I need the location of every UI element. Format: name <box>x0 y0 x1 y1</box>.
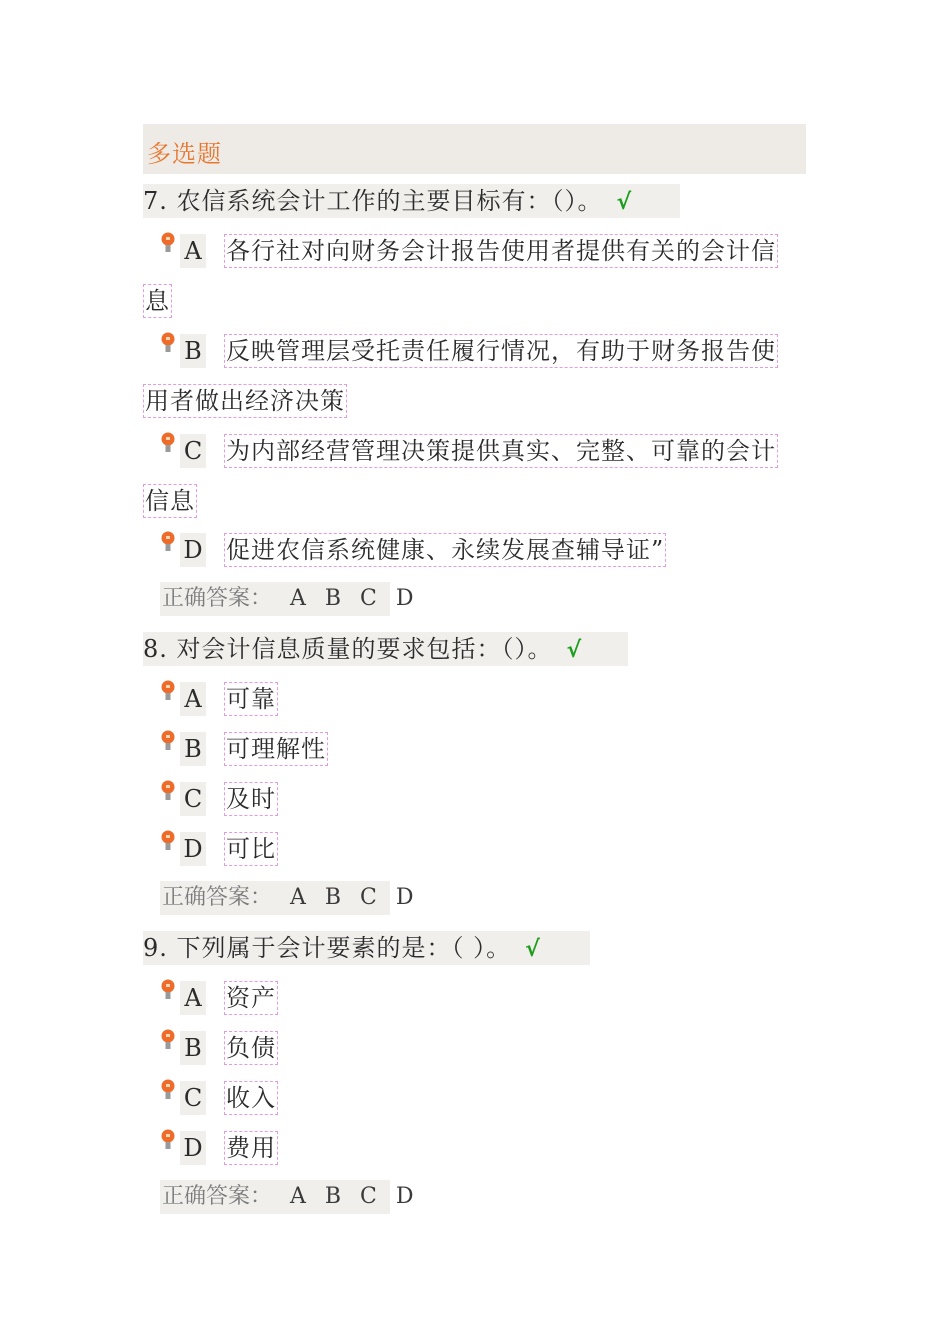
option-letter[interactable]: A <box>180 981 206 1015</box>
checkmark-icon: √ <box>616 190 633 215</box>
checkmark-icon: √ <box>566 638 583 663</box>
correct-answer <box>160 1180 420 1214</box>
lightbulb-icon <box>160 232 176 254</box>
answer-value: A B C D <box>290 586 420 611</box>
lightbulb-icon <box>160 780 176 802</box>
correct-answer <box>160 881 420 915</box>
option-text-continued: 息 <box>143 284 172 318</box>
option-text[interactable]: 负债 <box>224 1031 278 1065</box>
option-letter[interactable]: D <box>180 832 206 866</box>
option-letter[interactable]: C <box>180 782 206 816</box>
option-text[interactable]: 收入 <box>224 1081 278 1115</box>
checkmark-icon: √ <box>525 937 541 962</box>
option-text[interactable]: 可理解性 <box>224 732 328 766</box>
option-letter[interactable]: C <box>180 1081 206 1115</box>
lightbulb-icon <box>160 979 176 1001</box>
answer-value: A B C D <box>290 885 420 910</box>
option-text[interactable]: 资产 <box>224 981 278 1015</box>
question-stem <box>143 931 590 965</box>
lightbulb-icon <box>160 680 176 702</box>
option-letter[interactable]: A <box>180 682 206 716</box>
answer-label: 正确答案： <box>162 885 273 910</box>
option-text[interactable]: 为内部经营管理决策提供真实、完整、可靠的会计 <box>224 434 778 468</box>
option-text[interactable]: 及时 <box>224 782 278 816</box>
answer-label: 正确答案： <box>162 1184 273 1209</box>
answer-value: A B C D <box>290 1184 420 1209</box>
option-letter[interactable]: B <box>180 1031 206 1065</box>
option-letter[interactable]: D <box>180 533 206 567</box>
answer-label: 正确答案： <box>162 586 273 611</box>
option-text[interactable]: 费用 <box>224 1131 278 1165</box>
option-letter[interactable]: A <box>180 234 206 268</box>
lightbulb-icon <box>160 730 176 752</box>
option-text[interactable]: 可靠 <box>224 682 278 716</box>
question-text: 8. 对会计信息质量的要求包括：（）。 <box>143 635 553 663</box>
correct-answer <box>160 582 420 616</box>
option-letter[interactable]: C <box>180 434 206 468</box>
section-title: 多选题 <box>147 140 222 168</box>
lightbulb-icon <box>160 1129 176 1151</box>
option-text-continued: 用者做出经济决策 <box>143 384 347 418</box>
question-stem <box>143 632 628 666</box>
question-stem <box>143 184 680 218</box>
option-letter[interactable]: D <box>180 1131 206 1165</box>
option-text[interactable]: 可比 <box>224 832 278 866</box>
lightbulb-icon <box>160 432 176 454</box>
section-header <box>143 124 806 174</box>
lightbulb-icon <box>160 332 176 354</box>
lightbulb-icon <box>160 1029 176 1051</box>
lightbulb-icon <box>160 531 176 553</box>
question-text: 7. 农信系统会计工作的主要目标有：（）。 <box>143 187 603 215</box>
option-text[interactable]: 各行社对向财务会计报告使用者提供有关的会计信 <box>224 234 778 268</box>
lightbulb-icon <box>160 830 176 852</box>
option-text[interactable]: 促进农信系统健康、永续发展查辅导证” <box>224 533 666 567</box>
option-letter[interactable]: B <box>180 334 206 368</box>
lightbulb-icon <box>160 1079 176 1101</box>
option-text[interactable]: 反映管理层受托责任履行情况，有助于财务报告使 <box>224 334 778 368</box>
option-text-continued: 信息 <box>143 484 197 518</box>
option-letter[interactable]: B <box>180 732 206 766</box>
question-text: 9. 下列属于会计要素的是：（ ）。 <box>143 934 512 962</box>
